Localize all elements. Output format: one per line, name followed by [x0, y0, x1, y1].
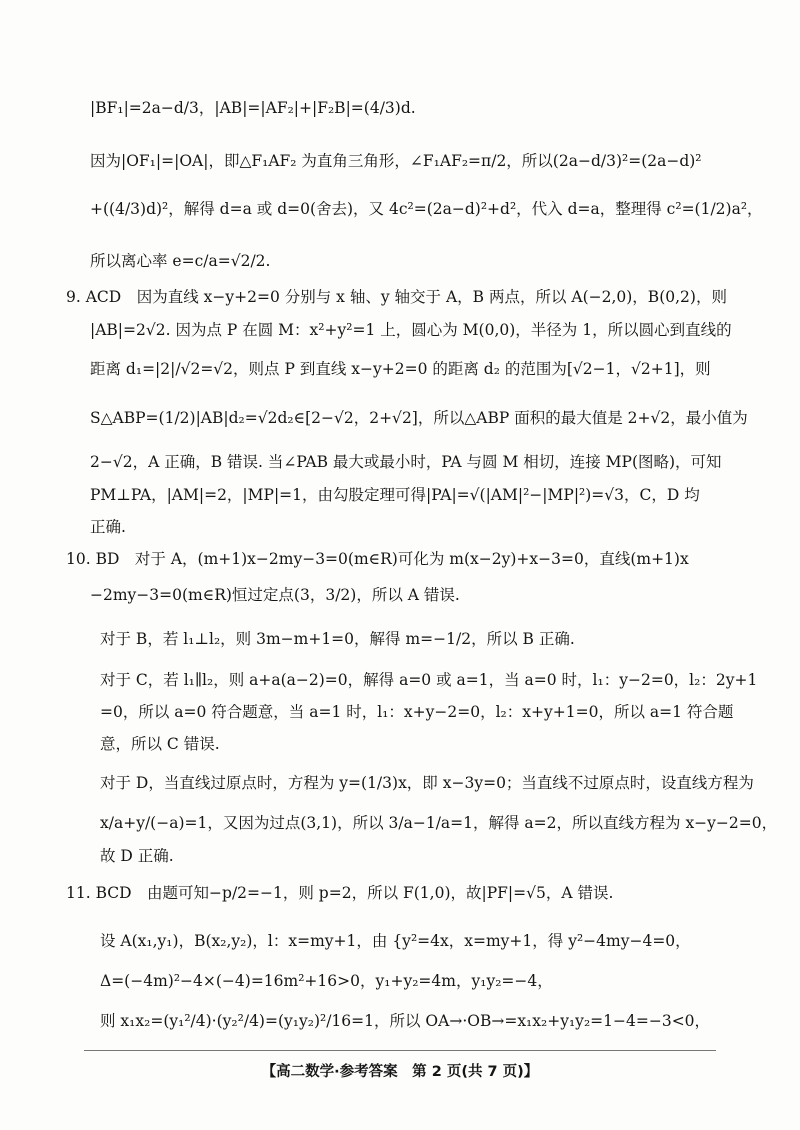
page-footer: 【高二数学·参考答案 第 2 页(共 7 页)】 [261, 1064, 539, 1080]
question-9-line-1: 9. ACD 因为直线 x−y+2=0 分别与 x 轴、y 轴交于 A，B 两点，所以 A(−2,0)，B(0,2)，则 [66, 288, 727, 306]
question-9-line-7: 正确. [90, 518, 126, 536]
question-11-line-1: 11. BCD 由题可知−p/2=−1，则 p=2，所以 F(1,0)，故|PF|=√5，A 错误. [66, 884, 614, 902]
question-10-option-d-line-2: x/a+y/(−a)=1，又因为过点(3,1)，所以 3/a−1/a=1，解得 a=2，所以直线方程为 x−y−2=0， [100, 814, 778, 832]
question-10-line-2: −2my−3=0(m∈R)恒过定点(3，3/2)，所以 A 错误. [90, 586, 460, 604]
question-10-option-c-line-2: =0，所以 a=0 符合题意，当 a=1 时，l₁：x+y−2=0，l₂：x+y+1=0，所以 a=1 符合题 [100, 703, 734, 721]
question-9-line-2: |AB|=2√2. 因为点 P 在圆 M：x²+y²=1 上，圆心为 M(0,0)，半径为 1，所以圆心到直线的 [90, 321, 732, 339]
question-11-line-3: Δ=(−4m)²−4×(−4)=16m²+16>0，y₁+y₂=4m，y₁y₂=−4， [100, 972, 553, 990]
text-line-3: +((4/3)d)²，解得 d=a 或 d=0(舍去)，又 4c²=(2a−d)²+d²，代入 d=a，整理得 c²=(1/2)a²， [90, 200, 763, 218]
question-10-option-c-line-3: 意，所以 C 错误. [100, 735, 220, 753]
question-10-option-d-line-3: 故 D 正确. [100, 847, 174, 865]
question-10-option-b: 对于 B，若 l₁⊥l₂，则 3m−m+1=0，解得 m=−1/2，所以 B 正确. [100, 630, 575, 648]
question-9-line-6: PM⊥PA，|AM|=2，|MP|=1，由勾股定理可得|PA|=√(|AM|²−|MP|²)=√3，C，D 均 [90, 486, 700, 504]
question-11-line-4: 则 x₁x₂=(y₁²/4)·(y₂²/4)=(y₁y₂)²/16=1，所以 OA→·OB→=x₁x₂+y₁y₂=1−4=−3<0， [100, 1012, 711, 1030]
footer-divider [84, 1050, 716, 1051]
text-line-1: |BF₁|=2a−d/3，|AB|=|AF₂|+|F₂B|=(4/3)d. [90, 99, 416, 117]
question-10-option-c-line-1: 对于 C，若 l₁∥l₂，则 a+a(a−2)=0，解得 a=0 或 a=1，当 a=0 时，l₁：y−2=0，l₂：2y+1 [100, 671, 758, 689]
question-9-line-4: S△ABP=(1/2)|AB|d₂=√2d₂∈[2−√2，2+√2]，所以△ABP 面积的最大值是 2+√2，最小值为 [90, 409, 748, 427]
text-line-2: 因为|OF₁|=|OA|，即△F₁AF₂ 为直角三角形，∠F₁AF₂=π/2，所以(2a−d/3)²=(2a−d)² [90, 152, 702, 170]
question-9-line-5: 2−√2，A 正确，B 错误. 当∠PAB 最大或最小时，PA 与圆 M 相切，连接 MP(图略)，可知 [90, 453, 722, 471]
question-10-line-1: 10. BD 对于 A，(m+1)x−2my−3=0(m∈R)可化为 m(x−2y)+x−3=0，直线(m+1)x [66, 550, 689, 568]
question-9-line-3: 距离 d₁=|2|/√2=√2，则点 P 到直线 x−y+2=0 的距离 d₂ 的范围为[√2−1，√2+1]，则 [90, 360, 711, 378]
text-line-4: 所以离心率 e=c/a=√2/2. [90, 252, 271, 270]
question-10-option-d-line-1: 对于 D，当直线过原点时，方程为 y=(1/3)x，即 x−3y=0；当直线不过原点时，设直线方程为 [100, 774, 754, 792]
question-11-line-2: 设 A(x₁,y₁)，B(x₂,y₂)，l：x=my+1，由 {y²=4x，x=my+1，得 y²−4my−4=0， [100, 932, 691, 950]
